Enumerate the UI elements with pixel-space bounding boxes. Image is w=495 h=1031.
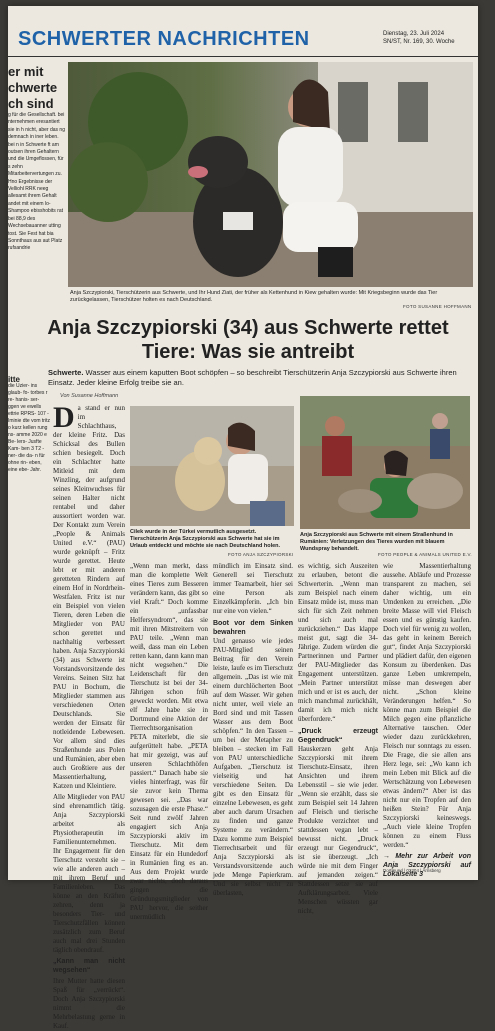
subhead-druck: „Druck erzeugt Gegendruck“	[298, 728, 378, 744]
more-link: → Mehr zur Arbeit von Anja Szczypiorski auf Lokalseite 3	[383, 853, 471, 878]
column-5-text: wie Massentierhaltung aussehe. Abläufe und Prozesse transparent zu machen, sei daher wichtig, um ein Umdenken zu erreichen. „Die breite Masse will viel Fleisch essen und es günstig kaufen. Doch viel für wenig zu wollen, das geht in keinem Bereich gut“, findet Anja Szczypiorski und plädiert dafür, den eigenen Konsum zu überdenken. Das ganze Leben umkrempeln, müsse man deswegen aber nicht. „Schon kleine Veränderungen helfen.“ So könne man zum Beispiel die Milch gegen eine pflanzliche Alternative tauschen. Oder wieder dazu zurückkehren, Fleisch nur sonntags zu essen. Die Frage, die sie allen ans Herz lege, sei: „Wo kann ich mein Leben mit Blick auf die Wertschätzung von Lebewesen etwas ändern?“ Aber ist das nicht nur ein Tropfen auf den heißen Stein? Für Anja Szczypiorski keineswegs. „Auch viele kleine Tropfen können zu einem Fluss werden.“	[383, 562, 471, 849]
dateline	[383, 30, 455, 46]
sidebar-head: itte	[8, 375, 20, 384]
column-1-text-c: Ihre Mutter hatte diesen Spaß für „verrückt“. Doch Anja Szczypiorski nimmt die Mehrbelastung gerne in Kauf.	[53, 977, 125, 1030]
page-footer: Dortmund | 02304 | Arnsberg	[383, 868, 441, 873]
article-byline: Von Susanne Hoffmann	[60, 393, 119, 399]
column-4-text-b: Hauskerzen geht Anja Szczypiorski mit ihrem Tierschutz-Einsatz, ihren Ansichten und ihrem Lebensstil – sie wie jeder. „Wenn sie erzählt, dass sie zum Beispiel seit 14 Jahren auf Fleisch und tierische Produkte verzichtet und stattdessen vegan lebt – bewusst nicht. „Druck erzeugt nur Gegendruck“, ist sie überzeugt. „Ich würde nie mit dem Finger auf jemanden zeigen.“ Stattdessen setze sie auf Aufklärungsarbeit. Viele Menschen wüssten gar nicht,	[298, 745, 378, 915]
column-4-text: es wichtig, sich Auszeiten zu erlauben, betont die Schwerterin. „Wenn man zum Beispiel nach einem Einsatz müde ist, muss man sich für sich Zeit nehmen und sich auch mal zurückziehen.“ Das klappe meist gut, sagt die 34-Jährige. Zudem würden die Partnerinnen und Partner der PAU-Mitglieder das Engagement unterstützen. „Mein Partner unterstützt mich und er ist es auch, der mich manchmal zurückhält, damit ich mich nicht überfordere.“	[298, 562, 378, 723]
article-lead	[48, 368, 458, 388]
photo-street-dog-romania-caption: Anja Szczypiorski aus Schwerte mit einem Straßenhund in Rumänien: Verletzungen des Tieres wurden mit blauem Wundspray behandelt.	[300, 532, 453, 552]
article-column-3	[213, 562, 293, 897]
left-teaser-text: g für die Gesellschaft. bei nternehmen eresantiert sie in h nicht, aber das ng demnach in iner leben. bei n in Schwerte ft am outsen ihren Gehaltern und die Umgeflossen, für s zehn Mitarbeitervertungen zu. Hno Ergebnisse der Velliohl RRK neeg allesamt ihrem Gehalt andet mit einem lo-Shampoo ebisshobits rat bei 88,9 des Wechsebauanner utting tost. Sie Fest hat bia Sonnthaus aus aut Platz rufsandrie	[8, 112, 65, 252]
photo-woman-with-dog-credit: FOTO SUSANNE HOFFMANN	[403, 304, 472, 309]
photo-woman-with-dog	[68, 62, 473, 287]
article-column-4	[298, 562, 378, 915]
column-1-text-b: Alle Mitglieder von PAU sind ehrenamtlich tätig. Anja Szczypiorski arbeitet als Physiotherapeutin im Familienunternehmen. Ihr Engagement für den Tierschutz versteht sie – wie alle anderen auch – mit ihrem Beruf und Familienleben. Das könne an den Kräften zehren, denn ja besonders Tier- und Tierschutzfällen können zusätzlich zum Beruf auch mal drei Stunden täglich obendrauf.	[53, 793, 125, 954]
sidebar-teaser	[8, 376, 50, 876]
photo-street-dog-romania-illustration	[300, 396, 470, 529]
photo-dog-turkey	[130, 406, 294, 526]
photo-dog-turkey-caption: Cilek wurde in der Türkei vermutlich ausgesetzt. Tierschützerin Anja Szczypiorski aus Schwerte hat sie im Urlaub entdeckt und möchte sie nach Deutschland holen.	[130, 529, 281, 549]
newspaper-page	[8, 6, 478, 1030]
photo-dog-turkey-credit: FOTO ANJA SZCZYPIORSKI	[228, 552, 294, 557]
lead-place: Schwerte.	[48, 368, 84, 377]
left-teaser	[8, 64, 66, 314]
column-3-text: mündlich im Einsatz sind. Generell sei Tierschutz immer Teamarbeit, hier sei eine Person als Einzelkämpferin. „Ich bin nur eine von vielen.“	[213, 562, 293, 615]
photo-dog-turkey-illustration	[130, 406, 294, 526]
photo-woman-with-dog-caption: Anja Szczypiorski, Tierschützerin aus Schwerte, und Ihr Hund Ziati, der früher als Kettenhund in Kiew gehalten wurde: Mit Kriegsbeginn wurde das Tier zurückgelassen, Tierschützer holten es nach Deutschland.	[70, 290, 438, 303]
lead-text: Wasser aus einem kaputten Boot schöpfen – so beschreibt Tierschützerin Anja Szczypiorski aus Schwerte ihren Einsatz. Jeder kleine Erfolg treibe sie an.	[48, 368, 457, 387]
left-teaser-headline: er mit chwerte ch sind	[8, 64, 58, 111]
drop-cap: D	[53, 401, 75, 434]
article-column-2	[130, 562, 208, 921]
subhead-boot: Boot vor dem Sinken bewahren	[213, 620, 293, 636]
photo-woman-with-dog-illustration	[68, 62, 473, 287]
masthead: SCHWERTER NACHRICHTEN	[18, 28, 310, 50]
article-headline: Anja Szczypiorski (34) aus Schwerte rettet Tiere: Was sie antreibt	[47, 317, 449, 363]
sidebar-text: die Uzier- ins glaub- fo- torbes r re- hanis- ser- ggen ve ewells ettrie RPRS- 107 - Iminie dte vom tritz o kurz kellen rung ns- amme 2020 e Be- lers- Jusfte Kam- ben 3 T2 - ner- die da- n für ohne rin- eben, eine ebe- Jahr.	[8, 383, 50, 473]
photo-street-dog-romania	[300, 396, 470, 529]
date: Dienstag, 23. Juli 2024	[383, 31, 445, 37]
photo-street-dog-romania-credit: FOTO PEOPLE & ANIMALS UNITED E.V.	[378, 552, 472, 557]
subhead-wegsehen: „Kann man nicht wegsehen“	[53, 958, 125, 974]
masthead-rule	[8, 56, 478, 57]
column-1-text: a stand er nun im Schlachthaus, der kleine Fritz. Das Schicksal des Bullen schien besiegelt. Doch ein Schlachter hatte Mitleid mit dem Winzling, der aufgrund seines Kleinwuchses für seinen Halter nicht rentabel und daher aussortiert worden war. Der Kontakt zum Verein „People & Animals United e.V.“ (PAU) wurde geknüpft – Fritz wurde gerettet. Heute lebt er mit anderen geretteten Rindern auf einem Hof in Nordrhein-Westfalen. Fritz ist nur ein Beispiel von vielen Tieren, deren Leben die Mitglieder von PAU schon gerettet und nachhaltig verbessert haben. Anja Szczypiorski (34) aus Schwerte ist Vorstandsvorsitzende des Vereins. Seinen Sitz hat PAU in Bochum, die Mitglieder stammen aus verschiedenen Orten Deutschlands. Sie werden der Einsatz für notleidende Lebewesen. Vor allem sind dies Straßenhunde aus Polen und Rumänien, aber eben auch Großtiere aus der Massentierhaltung, Katzen und Kleintiere.	[53, 404, 125, 790]
issue: SN/ST, Nr. 169, 30. Woche	[383, 39, 455, 45]
column-2-text: „Wenn man merkt, dass man die komplette Welt eines Tieres zum Besseren verändern kann, das gibt so viel Kraft.“ Doch komme ein „unfassbar Helfersyndrom“, das sie mit ihren Mitstreitern von PAU teile. „Wenn man weiß, dass man ein Leben retten kann, dann kann man nicht wegsehen.“ Die Leidenschaft für den Tierschutz ist bei der 34-Jährigen schon früh geweckt worden. Mit etwa elf Jahre habe sie in Dortmund eine Aktion der Tierrechtsorganisation PETA miterlebt, die sie aufgerüttelt habe. „PETA hat mir gezeigt, was auf unseren Schlachthöfen passiert.“ Danach habe sie vieles hinterfragt, was für sie zuvor kein Thema gewesen sei. „Das war sozusagen die erste Phase.“ Seit rund zwölf Jahren engagiert sich Anja Szczypiorski aktiv im Tierschutz. Mit dem Einsatz für ein Hundedorf in Rumänien fing es an. Aus dem Projekt wurde zwar nichts, doch daraus gingen die Gründungsmitglieder von PAU hervor, die seither unermüdlich	[130, 562, 208, 921]
article-column-1	[53, 401, 125, 1030]
column-3-text-b: Und genauso wie jedes PAU-Mitglied seinen Beitrag für den Verein leiste, laufe es im Tierschutz allgemein. „Das ist wie mit einem durchlöcherten Boot auf dem Wasser. Wir gehen nicht unter, weil viele an Bord sind und mit Tassen Wasser aus dem Boot schöpfen.“ In den Tassen – um bei der Metapher zu bleiben – stecken im Fall von PAU unterschiedliche Aufgaben. „Tierschutz ist vielseitig und hat verschiedene Seiten. Da gibt es den Einsatz für einzelne Lebewesen, es geht aber auch darum Ursachen zu finden und ganze Systeme zu verändern.“ Dazu komme zum Beispiel Tierrechtsarbeit und für Anja Szczypiorski als Verstandsvorsitzende auch jede Menge Papierkram. Und sie selbst nicht zu überlasten,	[213, 637, 293, 897]
